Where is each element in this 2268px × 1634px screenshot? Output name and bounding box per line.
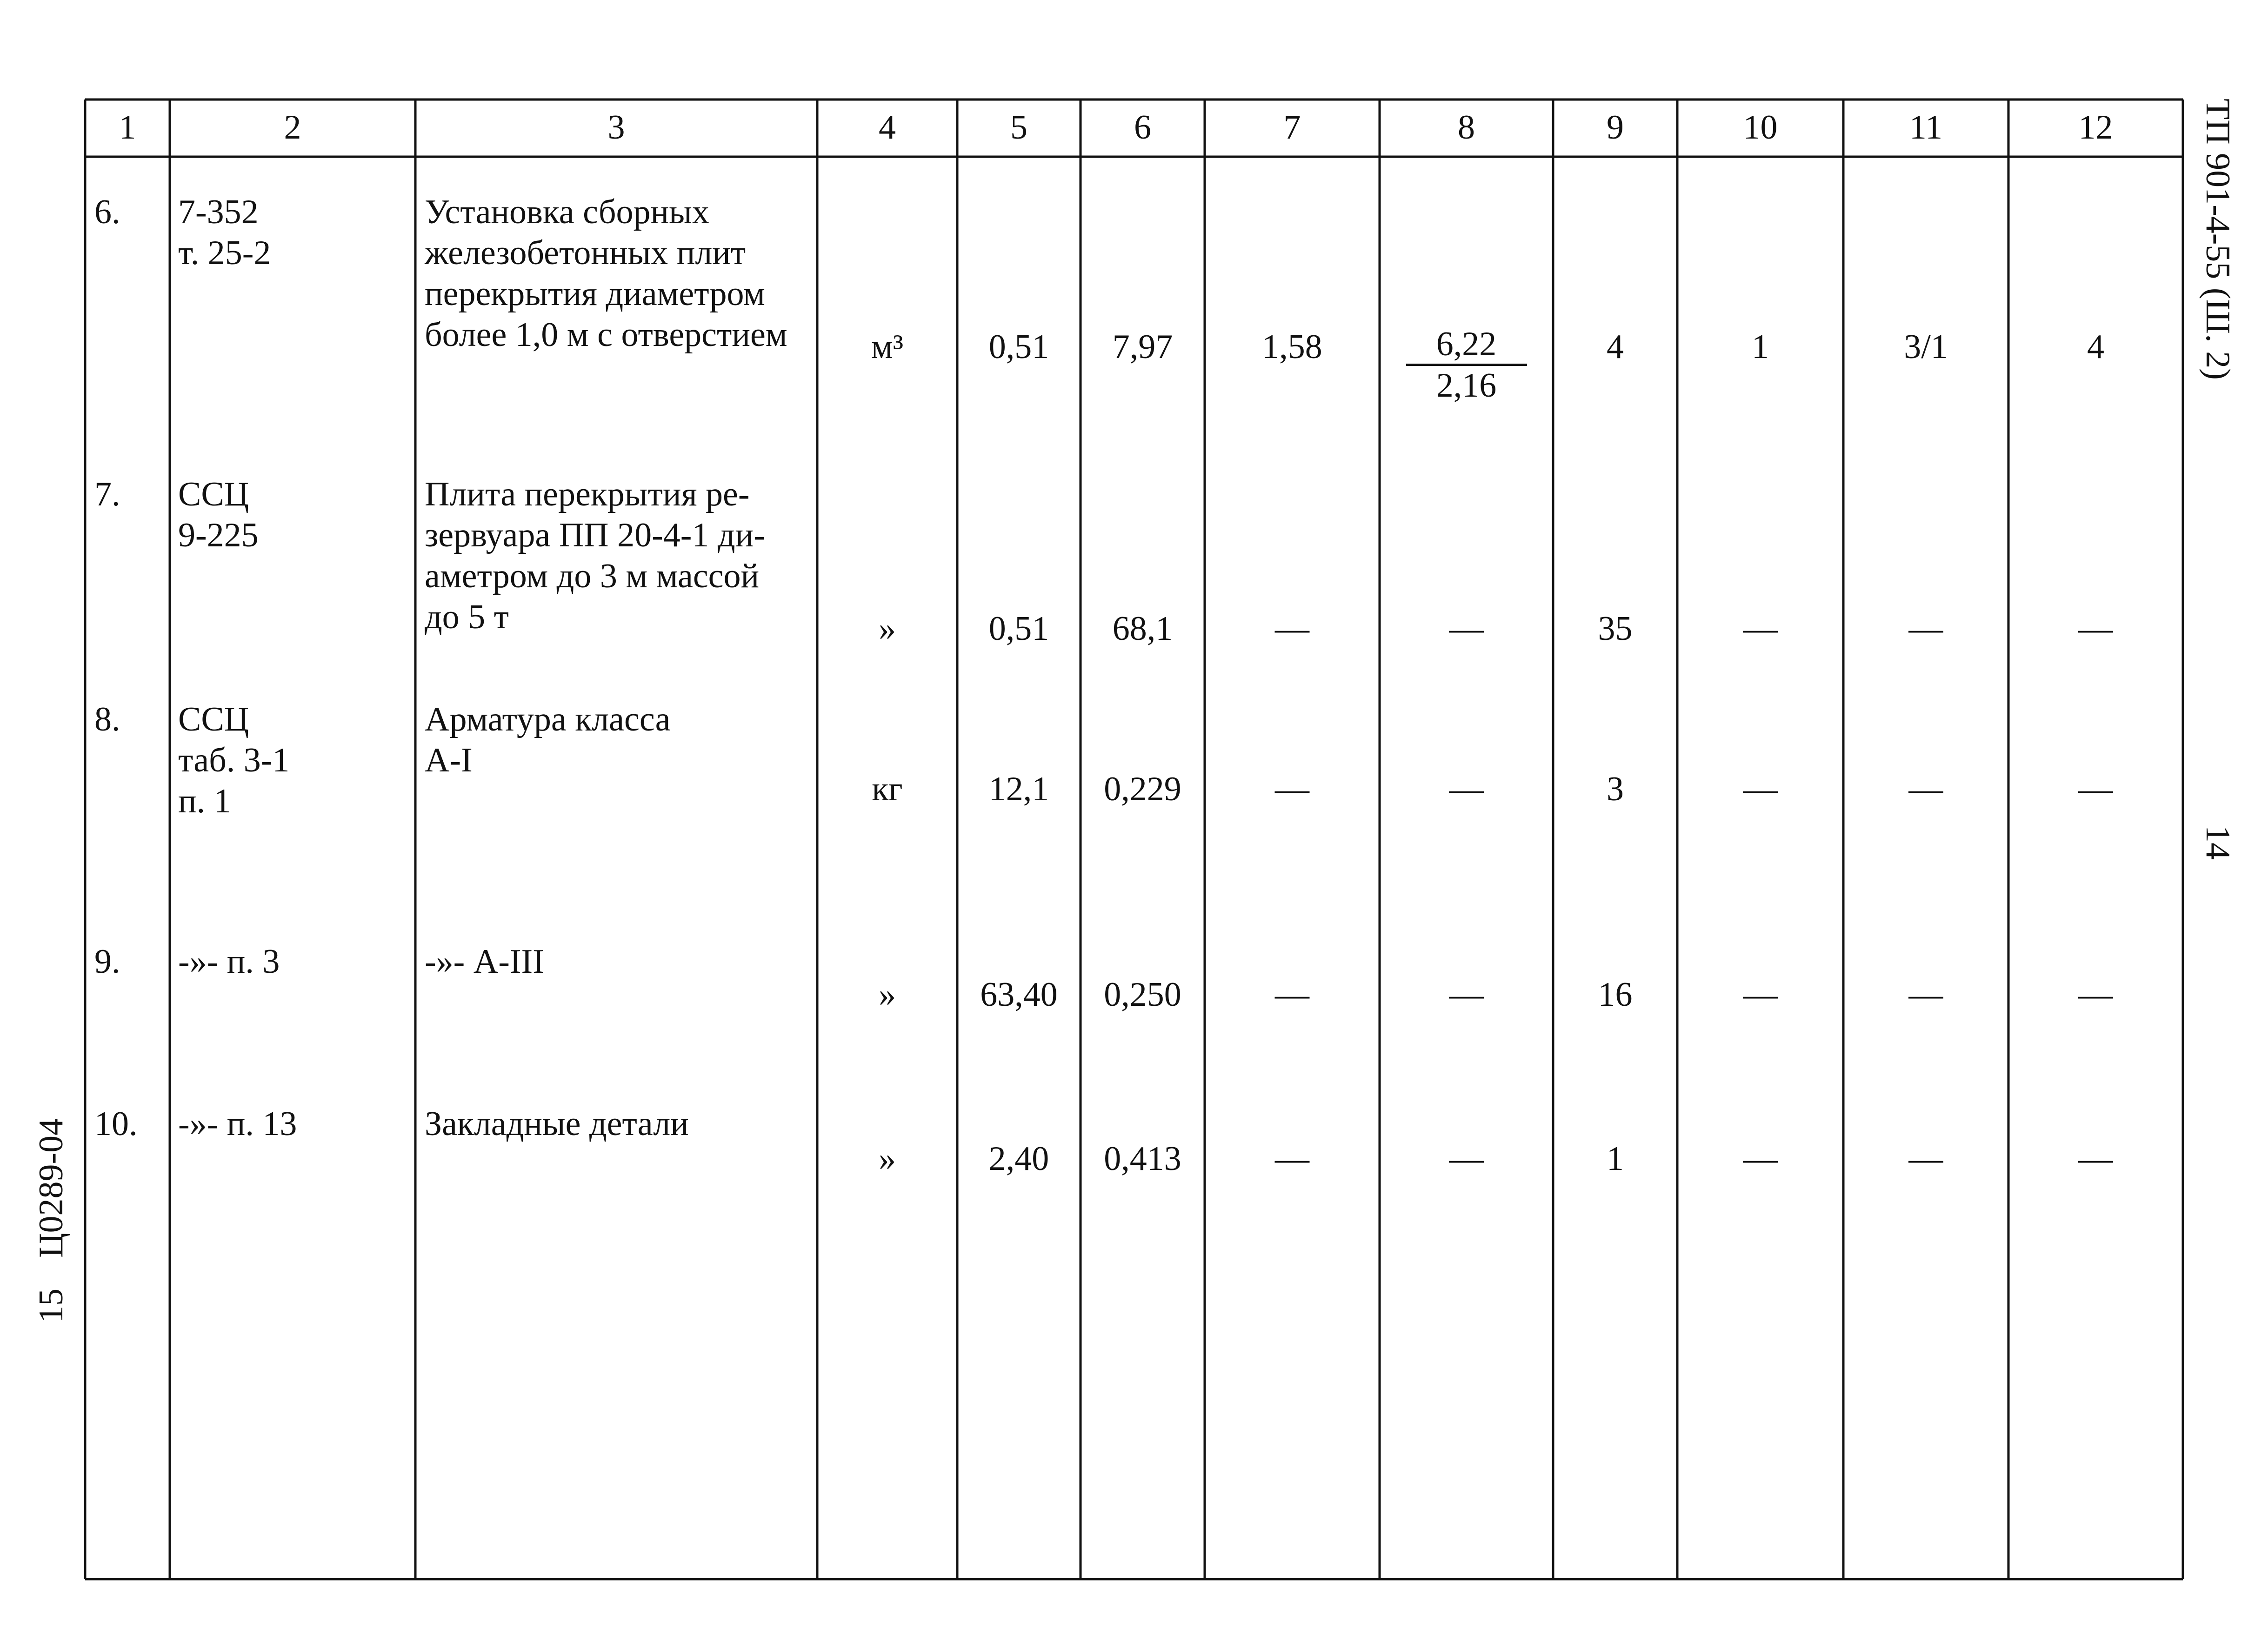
row-unit: » [879, 1140, 896, 1178]
row-unit: » [879, 976, 896, 1014]
row-name: -»- А-III [425, 943, 544, 981]
header-col-8: 8 [1458, 108, 1475, 146]
header-col-5: 5 [1010, 108, 1027, 146]
header-col-10: 10 [1743, 108, 1778, 146]
fraction-numerator: 6,22 [1406, 325, 1527, 366]
header-col-7: 7 [1283, 108, 1301, 146]
row-value-col-12: — [2078, 976, 2113, 1014]
row-name: Закладные детали [425, 1105, 689, 1143]
row-value-col-10: — [1743, 610, 1778, 648]
row-value-col-5: 63,40 [980, 976, 1058, 1014]
row-value-col-7: — [1275, 1140, 1309, 1178]
page-number-right: 14 [2199, 825, 2237, 860]
fraction-cell [1406, 325, 1527, 405]
row-value-col-10: 1 [1752, 328, 1769, 366]
row-value-col-7: — [1275, 976, 1309, 1014]
row-value-col-9: 3 [1607, 770, 1624, 808]
header-col-6: 6 [1134, 108, 1151, 146]
header-col-2: 2 [284, 108, 301, 146]
row-value-col-6: 0,250 [1104, 976, 1181, 1014]
row-value-col-5: 0,51 [988, 328, 1049, 366]
row-value-col-7: — [1275, 770, 1309, 808]
row-value-col-6: 0,229 [1104, 770, 1181, 808]
row-value-col-11: — [1908, 770, 1943, 808]
row-value-col-9: 16 [1598, 976, 1633, 1014]
row-code: ССЦ 9-225 [178, 475, 259, 554]
row-value-col-12: — [2078, 1140, 2113, 1178]
row-name: Установка сборных железобетонных плит перекрытия диаметром более 1,0 м с отверстием [425, 193, 787, 354]
row-value-col-7: 1,58 [1262, 328, 1322, 366]
row-value-col-8: — [1449, 610, 1484, 648]
row-number: 7. [94, 475, 120, 513]
row-value-col-11: — [1908, 610, 1943, 648]
row-value-col-9: 4 [1607, 328, 1624, 366]
row-value-col-8: — [1449, 976, 1484, 1014]
row-number: 10. [94, 1105, 138, 1143]
row-value-col-12: — [2078, 610, 2113, 648]
row-code: ССЦ таб. 3-1 п. 1 [178, 700, 290, 820]
row-value-col-6: 68,1 [1112, 610, 1173, 648]
row-value-col-7: — [1275, 610, 1309, 648]
header-col-11: 11 [1909, 108, 1943, 146]
row-value-col-8: — [1449, 1140, 1484, 1178]
row-value-col-10: — [1743, 976, 1778, 1014]
header-col-3: 3 [607, 108, 625, 146]
header-col-12: 12 [2078, 108, 2113, 146]
row-value-col-11: 3/1 [1904, 328, 1948, 366]
row-value-col-9: 1 [1607, 1140, 1624, 1178]
row-value-col-5: 0,51 [988, 610, 1049, 648]
row-name: Арматура класса А-I [425, 700, 671, 779]
row-value-col-6: 7,97 [1112, 328, 1173, 366]
row-value-col-8: — [1449, 770, 1484, 808]
row-name: Плита перекрытия ре- зервуара ПП 20-4-1 ди- аметром до 3 м массой до 5 т [425, 475, 765, 636]
row-unit: » [879, 610, 896, 648]
row-value-col-10: — [1743, 1140, 1778, 1178]
row-code: -»- п. 3 [178, 943, 280, 981]
document-code-left: Ц0289-04 [32, 1118, 70, 1258]
page-number-left: 15 [32, 1289, 70, 1323]
row-value-col-5: 2,40 [988, 1140, 1049, 1178]
row-value-col-10: — [1743, 770, 1778, 808]
row-value-col-11: — [1908, 976, 1943, 1014]
row-value-col-12: 4 [2087, 328, 2104, 366]
row-code: 7-352 т. 25-2 [178, 193, 271, 272]
row-number: 8. [94, 700, 120, 738]
row-unit: м³ [871, 328, 903, 366]
header-col-9: 9 [1607, 108, 1624, 146]
row-number: 9. [94, 943, 120, 981]
row-code: -»- п. 13 [178, 1105, 297, 1143]
row-number: 6. [94, 193, 120, 231]
fraction-denominator: 2,16 [1436, 366, 1497, 405]
row-value-col-12: — [2078, 770, 2113, 808]
header-col-1: 1 [119, 108, 136, 146]
row-value-col-6: 0,413 [1104, 1140, 1181, 1178]
document-code-right: ТП 901-4-55 (Ш. 2) [2199, 99, 2237, 380]
row-value-col-11: — [1908, 1140, 1943, 1178]
row-value-col-9: 35 [1598, 610, 1633, 648]
header-col-4: 4 [879, 108, 896, 146]
row-unit: кг [872, 770, 903, 808]
row-value-col-5: 12,1 [988, 770, 1049, 808]
